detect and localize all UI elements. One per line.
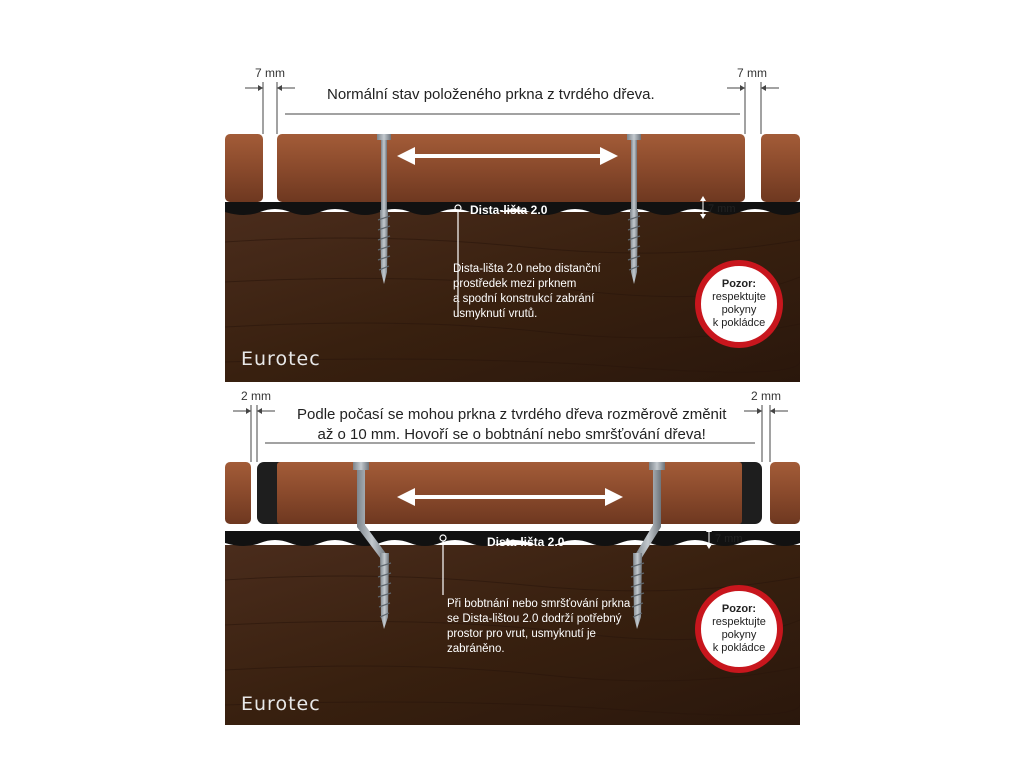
note-line: prostor pro vrut, usmyknutí je bbox=[447, 628, 596, 640]
badge-line: pokyny bbox=[721, 629, 757, 641]
board-left bbox=[225, 462, 251, 524]
lista-label: Dista-lišta 2.0 bbox=[470, 203, 548, 217]
swelling-title bbox=[297, 405, 726, 445]
eurotec-logo: Eurotec bbox=[241, 693, 321, 715]
note-line: prostředek mezi prknem bbox=[453, 278, 577, 290]
note-line: usmyknutí vrutů. bbox=[453, 308, 538, 320]
badge-title: Pozor: bbox=[721, 603, 757, 615]
gap-left-label: 7 mm bbox=[255, 66, 285, 80]
board-left bbox=[225, 134, 263, 202]
note-line: Při bobtnání nebo smršťování prkna bbox=[447, 598, 631, 610]
note-line: se Dista-lištou 2.0 dodrží potřebný bbox=[447, 613, 622, 625]
badge-line: k pokládce bbox=[712, 317, 766, 329]
badge-title: Pozor: bbox=[721, 278, 757, 290]
badge-line: k pokládce bbox=[712, 642, 766, 654]
callout-note bbox=[447, 597, 630, 657]
title-line: až o 10 mm. Hovoří se o bobtnání nebo smršťování dřeva! bbox=[317, 426, 706, 443]
warning-badge bbox=[695, 260, 783, 348]
gap-right-label: 2 mm bbox=[751, 389, 781, 403]
badge-line: respektujte bbox=[712, 291, 766, 303]
note-line: zabráněno. bbox=[447, 643, 505, 655]
eurotec-logo: Eurotec bbox=[241, 348, 321, 370]
gap-left-label: 2 mm bbox=[241, 389, 271, 403]
board-right bbox=[761, 134, 800, 202]
callout-note bbox=[453, 262, 601, 322]
board-right bbox=[770, 462, 800, 524]
warning-badge bbox=[695, 585, 783, 673]
badge-line: respektujte bbox=[712, 616, 766, 628]
note-line: a spodní konstrukcí zabrání bbox=[453, 293, 595, 305]
badge-line: pokyny bbox=[721, 304, 757, 316]
normal-state-title: Normální stav položeného prkna z tvrdého dřeva. bbox=[327, 86, 655, 103]
lista-label: Dista-lišta 2.0 bbox=[487, 535, 565, 549]
title-line: Podle počasí se mohou prkna z tvrdého dřeva rozměrově změnit bbox=[297, 406, 727, 423]
diagram-swelling-state bbox=[225, 385, 800, 725]
lista-height-label: 7 mm bbox=[708, 203, 736, 215]
lista-height-label: 7 mm bbox=[715, 533, 743, 545]
note-line: Dista-lišta 2.0 nebo distanční bbox=[453, 263, 601, 275]
board-main bbox=[277, 462, 742, 524]
gap-right-label: 7 mm bbox=[737, 66, 767, 80]
diagram-normal-state bbox=[225, 62, 800, 382]
board-main bbox=[277, 134, 745, 202]
